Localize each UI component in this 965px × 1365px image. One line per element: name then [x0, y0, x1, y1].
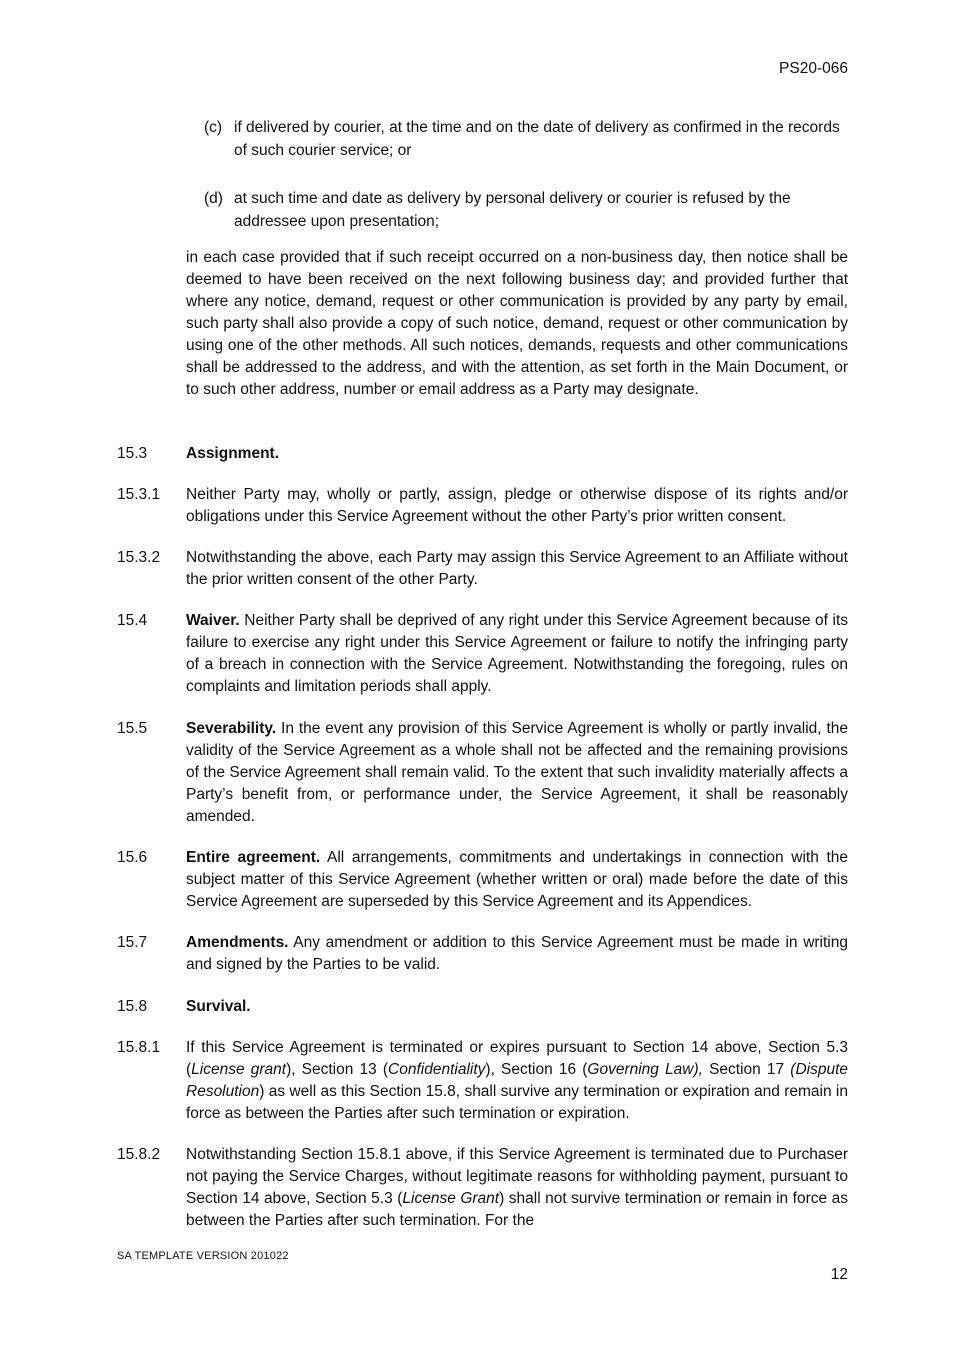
section-15-8: [117, 996, 848, 1018]
section-number: 15.3.2: [117, 549, 161, 566]
list-item-text: if delivered by courier, at the time and on the date of delivery as confirmed in the records of such courier service; or: [234, 119, 840, 159]
section-text: Neither Party shall be deprived of any right under this Service Agreement because of its failure to exercise any right under this Service Agreement or failure to notify the infringing party of a breach in connection with the Service Agreement. Notwithstanding the foregoing, rules on complaints and limitation periods shall apply.: [186, 612, 848, 695]
section-number: 15.6: [117, 849, 148, 866]
section-text: Any amendment or addition to this Service Agreement must be made in writing and signed by the Parties to be valid.: [186, 934, 848, 973]
section-number: 15.4: [117, 612, 148, 629]
section-text: Neither Party may, wholly or partly, assign, pledge or otherwise dispose of its rights and/or obligations under this Service Agreement without the other Party’s prior written consent.: [186, 486, 848, 525]
list-item-label: (c): [204, 119, 223, 136]
section-text: All arrangements, commitments and undertakings in connection with the subject matter of this Service Agreement (whether written or oral) made before the date of this Service Agreement are superseded by this Service Agreement and its Appendices.: [186, 849, 849, 910]
section-number: 15.3.1: [117, 486, 161, 503]
section-15-8-1: [117, 1037, 848, 1125]
page-number: 12: [830, 1266, 848, 1283]
section-15-4: [117, 610, 848, 698]
list-item-text: at such time and date as delivery by personal delivery or courier is refused by the addressee upon presentation;: [234, 190, 791, 230]
section-heading: Waiver.: [186, 612, 240, 629]
section-15-5: [117, 718, 848, 828]
section-number: 15.5: [117, 720, 148, 737]
section-number: 15.8: [117, 998, 148, 1015]
list-item-label: (d): [204, 190, 223, 207]
section-heading: Severability.: [186, 720, 277, 737]
section-15-7: [117, 932, 848, 976]
section-text: Notwithstanding the above, each Party may assign this Service Agreement to an Affiliate without the prior written consent of the other Party.: [186, 549, 848, 588]
section-heading: Survival.: [186, 998, 251, 1015]
section-heading: Amendments.: [186, 934, 289, 951]
section-heading: Entire agreement.: [186, 849, 321, 866]
section-text: In the event any provision of this Service Agreement is wholly or partly invalid, the validity of the Service Agreement as a whole shall not be affected and the remaining provisions of the Service Agreement shall remain valid. To the extent that such invalidity materially affects a Party’s benefit from, or performance under, the Service Agreement, it shall be reasonably amended.: [186, 720, 848, 825]
list-item-c: [204, 116, 848, 162]
section-15-3: [117, 443, 848, 465]
section-heading: Assignment.: [186, 445, 280, 462]
section-number: 15.8.1: [117, 1039, 161, 1056]
section-15-3-1: [117, 484, 848, 528]
section-number: 15.3: [117, 445, 148, 462]
section-text: Notwithstanding Section 15.8.1 above, if this Service Agreement is terminated due to Purchaser not paying the Service Charges, without legitimate reasons for withholding payment, pursuant to Section 14 above, Section 5.3 (License Grant) shall not survive termination or remain in force as between the Parties after such termination. For the: [186, 1146, 849, 1229]
notice-paragraph: in each case provided that if such receipt occurred on a non-business day, then notice shall be deemed to have been received on the next following business day; and provided further that where any notice, demand, request or other communication is provided by any party by email, such party shall also provide a copy of such notice, demand, request or other communication by using one of the other methods. All such notices, demands, requests and other communications shall be addressed to the address, and with the attention, as set forth in the Main Document, or to such other address, number or email address as a Party may designate.: [186, 249, 848, 398]
section-number: 15.7: [117, 934, 148, 951]
template-version: SA TEMPLATE VERSION 201022: [117, 1250, 289, 1262]
document-code: PS20-066: [779, 60, 848, 77]
list-item-d: [204, 187, 848, 233]
section-text: If this Service Agreement is terminated or expires pursuant to Section 14 above, Section 5.3 (License grant), Section 13 (Confidentiality), Section 16 (Governing Law), Section 17 (Dispute Resolution) as well as this Section 15.8, shall survive any termination or expiration and remain in force as between the Parties after such termination or expiration.: [186, 1039, 849, 1122]
section-number: 15.8.2: [117, 1146, 161, 1163]
section-15-3-2: [117, 547, 848, 591]
section-15-8-2: [117, 1144, 848, 1232]
section-15-6: [117, 847, 848, 913]
